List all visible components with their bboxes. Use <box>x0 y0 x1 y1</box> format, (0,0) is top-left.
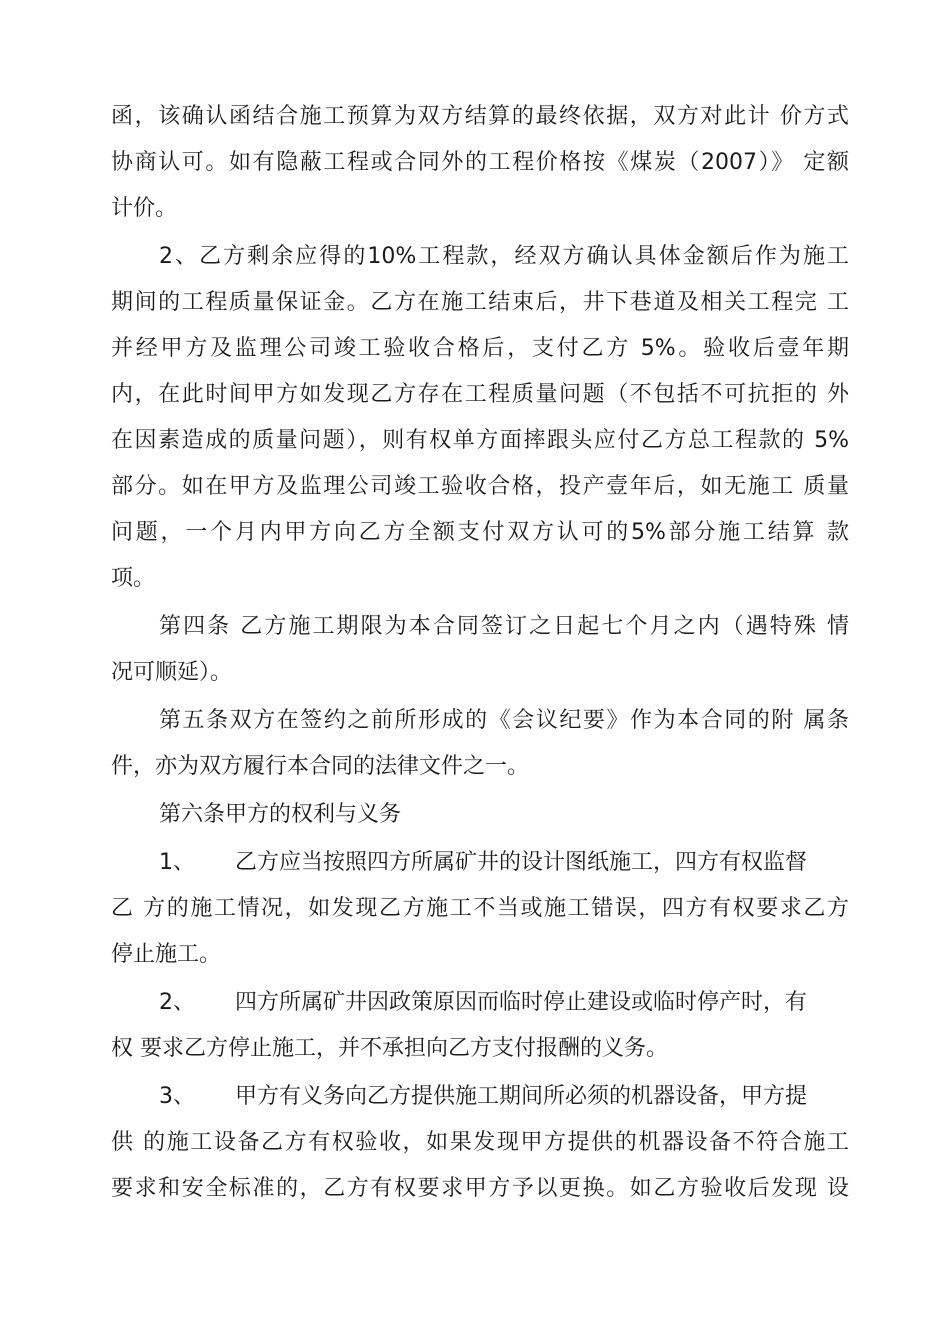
article-heading-line: 第五条双方在签约之前所形成的《会议纪要》作为本合同的附 属条 <box>159 708 849 733</box>
paragraph-line: 协商认可。如有隐蔽工程或合同外的工程价格按《煤炭（2007）》 定额 <box>111 150 849 175</box>
paragraph-line: 供 的施工设备乙方有权验收，如果发现甲方提供的机器设备不符合施工 <box>111 1130 849 1155</box>
paragraph-line: 计价。 <box>111 196 178 221</box>
paragraph-line: 项。 <box>111 566 156 591</box>
list-marker: 3、 <box>159 1084 195 1109</box>
paragraph-line: 期间的工程质量保证金。乙方在施工结束后，井下巷道及相关工程完 工 <box>111 290 849 315</box>
paragraph-line: 件，亦为双方履行本合同的法律文件之一。 <box>111 754 530 779</box>
paragraph-line: 况可顺延）。 <box>111 660 233 685</box>
article-heading-line: 第四条 乙方施工期限为本合同签订之日起七个月之内（遇特殊 情 <box>159 614 849 639</box>
list-item-text: 乙方应当按照四方所属矿井的设计图纸施工，四方有权监督 <box>235 850 808 875</box>
list-item-line <box>159 840 849 886</box>
paragraph-line: 部分。如在甲方及监理公司竣工验收合格，投产壹年后，如无施工 质量 <box>111 474 849 499</box>
paragraph-line: 乙 方的施工情况，如发现乙方施工不当或施工错误，四方有权要求乙方 <box>111 896 849 921</box>
list-marker: 1、 <box>159 850 195 875</box>
paragraph-line: 函，该确认函结合施工预算为双方结算的最终依据，双方对此计 价方式 <box>111 104 849 129</box>
list-item-line <box>159 980 849 1026</box>
list-marker: 2、 <box>159 990 195 1015</box>
paragraph-line: 2、乙方剩余应得的10%工程款，经双方确认具体金额后作为施工 <box>159 244 849 269</box>
paragraph-line: 权 要求乙方停止施工，并不承担向乙方支付报酬的义务。 <box>111 1036 668 1061</box>
paragraph-line: 内，在此时间甲方如发现乙方存在工程质量问题（不包括不可抗拒的 外 <box>111 382 849 407</box>
paragraph-line: 要求和安全标准的，乙方有权要求甲方予以更换。如乙方验收后发现 设 <box>111 1176 849 1201</box>
paragraph-line: 并经甲方及监理公司竣工验收合格后，支付乙方 5%。验收后壹年期 <box>111 336 849 361</box>
paragraph-line: 问题，一个月内甲方向乙方全额支付双方认可的5%部分施工结算 款 <box>111 520 849 545</box>
list-item-line <box>159 1074 849 1120</box>
paragraph-line: 在因素造成的质量问题），则有权单方面摔跟头应付乙方总工程款的 5% <box>111 428 849 453</box>
article-heading: 第六条甲方的权利与义务 <box>159 802 402 827</box>
paragraph-line: 停止施工。 <box>111 942 222 967</box>
list-item-text: 四方所属矿井因政策原因而临时停止建设或临时停产时，有 <box>235 990 808 1015</box>
list-item-text: 甲方有义务向乙方提供施工期间所必须的机器设备，甲方提 <box>235 1084 808 1109</box>
